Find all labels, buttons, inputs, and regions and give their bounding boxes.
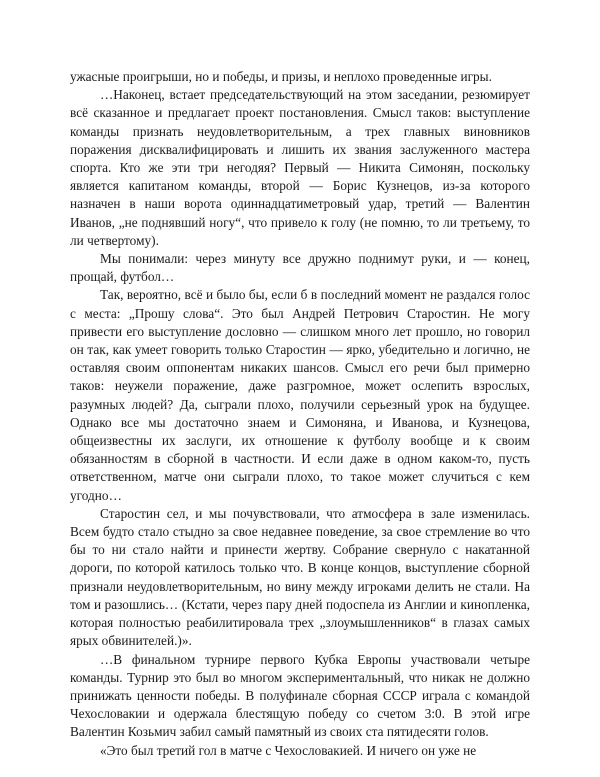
document-page xyxy=(70,68,530,760)
paragraph-7: «Это был третий гол в матче с Чехословакией. И ничего он уже не xyxy=(100,742,477,758)
paragraph-5: Старостин сел, и мы почувствовали, что атмосфера в зале изменилась. Всем будто стало стыдно за свое недавнее поведение, за свое стремление во что бы то ни стало найти и принести жертву. Собрание свернуло с накатанной дороги, по которой катилось только что. В конце концов, выступление сборной признали неудовлетворительным, но вину между игроками делить не стали. На том и разошлись… (Кстати, через пару дней подоспела из Англии и кинопленка, которая полностью реабилитировала трех „злоумышленников“ в глазах самых ярых обвинителей.)». xyxy=(70,505,530,649)
paragraph-2: …Наконец, встает председательствующий на этом заседании, резюмирует всё сказанное и предлагает проект постановления. Смысл таков: выступление команды признать неудовлетворительным, а трех главных виновников поражения дисквалифицировать и лишить их звания заслуженного мастера спорта. Кто же эти три негодяя? Первый — Никита Симонян, поскольку является капитаном команды, второй — Борис Кузнецов, из-за которого назначен в наши ворота одиннадцатиметровый удар, третий — Валентин Иванов, „не поднявший ногу“, что привело к голу (не помню, то ли третьему, то ли четвертому). xyxy=(70,87,530,248)
paragraph-1: ужасные проигрыши, но и победы, и призы, и неплохо проведенные игры. xyxy=(70,69,492,84)
paragraph-3: Мы понимали: через минуту все дружно поднимут руки, и — конец, прощай, футбол… xyxy=(70,251,530,285)
paragraph-6: …В финальном турнире первого Кубка Европы участвовали четыре команды. Турнир это был во многом экспериментальный, что никак не должно принижать ценности победы. В полуфинале сборная СССР играла с командой Чехословакии и одержала блестящую победу со счетом 3:0. В этой игре Валентин Козьмич забил самый памятный из своих ста пятидесяти голов. xyxy=(70,651,530,740)
paragraph-4: Так, вероятно, всё и было бы, если б в последний момент не раздался голос с места: „Прошу слова“. Это был Андрей Петрович Старостин. Не могу привести его выступление дословно — слишком много лет прошло, но говорил он так, как умеет говорить только Старостин — ярко, убедительно и логично, не оставляя своим оппонентам никаких шансов. Смысл его речи был примерно таков: неужели поражение, даже разгромное, может ослепить взрослых, разумных людей? Да, сыграли плохо, получили серьезный урок на будущее. Однако все мы достаточно знаем и Симоняна, и Иванова, и Кузнецова, общеизвестны их заслуги, их отношение к футболу вообще и к своим обязанностям в сборной в частности. И если даже в одном каком-то, пусть ответственном, матче они сыграли плохо, то такое может случиться с кем угодно… xyxy=(70,287,530,503)
